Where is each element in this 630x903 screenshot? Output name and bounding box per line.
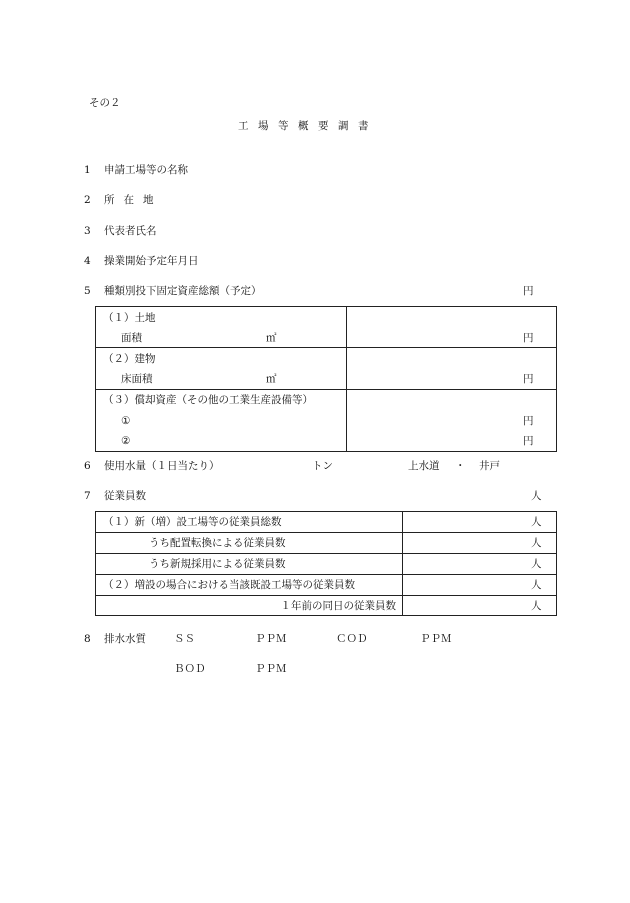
employees-row-transfer-label: うち配置転換による従業員数: [149, 537, 286, 549]
item-2-label: 所在地: [104, 194, 163, 206]
bod-label: ＢＯＤ: [174, 663, 206, 675]
employees-row-separator: [95, 574, 557, 575]
depreciable-item-1-yen: 円: [523, 415, 534, 427]
depreciable-item-2-yen: 円: [523, 435, 534, 447]
employees-row-year-ago-label: １年前の同日の従業員数: [280, 600, 396, 612]
item-7-number: 7: [84, 490, 91, 502]
employees-row-new-hire-unit: 人: [531, 558, 542, 570]
building-floor-area-label: 床面積: [121, 373, 153, 385]
land-area-unit: ㎡: [266, 332, 277, 344]
item-5-label: 種類別投下固定資産総額（予定）: [104, 285, 262, 297]
item-3-label: 代表者氏名: [104, 225, 157, 237]
assets-table: [95, 306, 557, 452]
item-1-number: 1: [84, 164, 91, 176]
item-4-label: 操業開始予定年月日: [104, 255, 199, 267]
building-heading: （２）建物: [103, 353, 156, 365]
employees-row-transfer-unit: 人: [531, 537, 542, 549]
employees-row-new-hire-label: うち新規採用による従業員数: [149, 558, 286, 570]
item-2-number: 2: [84, 194, 91, 206]
item-4-number: 4: [84, 255, 91, 267]
bod-unit: ＰＰＭ: [255, 663, 287, 675]
depreciable-item-2: ②: [121, 435, 131, 447]
form-number-label: その２: [89, 97, 121, 109]
depreciable-item-1: ①: [121, 415, 131, 427]
item-8-number: 8: [84, 633, 91, 645]
water-source-separator: ・: [455, 460, 466, 472]
employees-row-total-unit: 人: [531, 516, 542, 528]
ss-unit: ＰＰＭ: [255, 633, 287, 645]
ss-label: ＳＳ: [174, 633, 195, 645]
building-area-unit: ㎡: [266, 373, 277, 385]
employees-row-existing-unit: 人: [531, 579, 542, 591]
assets-row-separator: [95, 347, 557, 348]
employees-table-divider: [402, 511, 403, 616]
assets-table-divider: [346, 306, 347, 452]
item-3-number: 3: [84, 225, 91, 237]
item-5-number: 5: [84, 285, 91, 297]
employees-row-year-ago-unit: 人: [531, 600, 542, 612]
building-yen-unit: 円: [523, 373, 534, 385]
land-heading: （１）土地: [103, 312, 156, 324]
employees-row-separator: [95, 532, 557, 533]
item-5-unit: 円: [523, 285, 534, 297]
employees-row-separator: [95, 553, 557, 554]
assets-row-separator: [95, 389, 557, 390]
employees-row-separator: [95, 595, 557, 596]
cod-label: ＣＯＤ: [336, 633, 368, 645]
employees-row-existing-label: （２）増設の場合における当該既設工場等の従業員数: [103, 579, 355, 591]
land-yen-unit: 円: [523, 332, 534, 344]
water-source-tap: 上水道: [408, 460, 440, 472]
item-6-number: 6: [84, 460, 91, 472]
item-1-label: 申請工場等の名称: [104, 164, 188, 176]
document-title: 工場等概要調書: [238, 120, 378, 132]
water-usage-label: 使用水量（１日当たり）: [104, 460, 220, 472]
employees-row-total-label: （１）新（増）設工場等の従業員総数: [103, 516, 282, 528]
employees-label: 従業員数: [104, 490, 146, 502]
employees-unit: 人: [531, 490, 542, 502]
land-area-label: 面積: [121, 332, 142, 344]
cod-unit: ＰＰＭ: [420, 633, 452, 645]
water-source-well: 井戸: [479, 460, 500, 472]
depreciable-heading: （３）償却資産（その他の工業生産設備等）: [103, 394, 313, 406]
wastewater-label: 排水水質: [104, 633, 146, 645]
water-usage-unit: トン: [312, 460, 333, 472]
